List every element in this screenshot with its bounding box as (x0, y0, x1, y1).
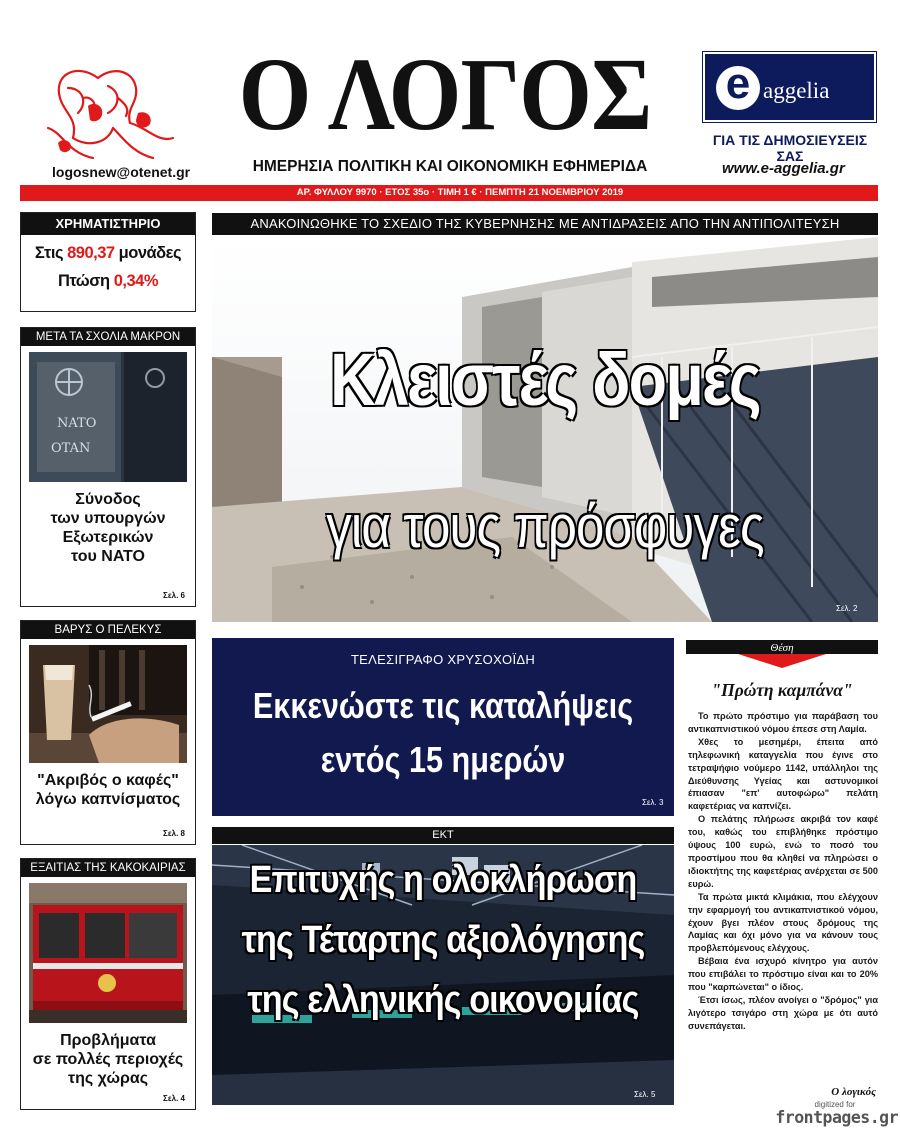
opinion-title: "Πρώτη καμπάνα" (711, 680, 853, 700)
coffee-smoking-photo (29, 645, 187, 763)
weather-caption (21, 1031, 195, 1088)
opinion-paragraph: Το πρώτο πρόστιμο για παράβαση του αντικαπνιστικού νόμου έπεσε στη Λαμία. (688, 711, 878, 734)
ecb-page-ref: Σελ. 5 (634, 1090, 656, 1099)
nato-story-box (20, 327, 196, 607)
nato-caption-line: Σύνοδος (75, 491, 141, 508)
ecb-headline-line: Επιτυχής η ολοκλήρωση (249, 859, 637, 901)
coffee-caption (21, 771, 195, 809)
nato-sign-text: NATO (57, 416, 97, 431)
coffee-caption-line: "Ακριβός ο καφές" (37, 772, 179, 789)
issue-info: ΑΡ. ΦΥΛΛΟΥ 9970 · ΕΤΟΣ 35ο · ΤΙΜΗ 1 € · ΠΕΜΠΤΗ 21 ΝΟΕΜΒΡΙΟΥ 2019 (296, 187, 624, 198)
nato-caption-line: των υπουργών (50, 510, 166, 527)
eaggelia-e-letter: e (725, 59, 751, 108)
stock-index-line (21, 244, 195, 263)
lead-kicker-band: ΑΝΑΚΟΙΝΩΘΗΚΕ ΤΟ ΣΧΕΔΙΟ ΤΗΣ ΚΥΒΕΡΝΗΣΗΣ ΜΕ ΑΝΤΙΔΡΑΣΕΙΣ ΑΠΟ ΤΗΝ ΑΝΤΙΠΟΛΙΤΕΥΣΗ (212, 213, 878, 235)
occupations-story-box (212, 638, 674, 816)
newspaper-subtitle: ΗΜΕΡΗΣΙΑ ΠΟΛΙΤΙΚΗ ΚΑΙ ΟΙΚΟΝΟΜΙΚΗ ΕΦΗΜΕΡΙΔΑ (252, 158, 648, 175)
lead-subheadline: για τους πρόσφυγες (326, 493, 764, 560)
coffee-page-ref: Σελ. 8 (163, 829, 185, 838)
coffee-story-box (20, 620, 196, 845)
eaggelia-wordmark: aggelia (763, 78, 830, 103)
stock-index-pre: Στις (34, 244, 68, 262)
weather-caption-line: της χώρας (67, 1070, 149, 1087)
nato-caption-line: του ΝΑΤΟ (71, 548, 145, 565)
weather-caption-line: Προβλήματα (60, 1032, 156, 1049)
weather-caption-line: σε πολλές περιοχές (32, 1051, 184, 1068)
occupations-kicker: ΤΕΛΕΣΙΓΡΑΦΟ ΧΡΥΣΟΧΟΪΔΗ (350, 652, 536, 667)
opinion-paragraph: Έτσι ίσως, πλέον ανοίγει ο "δρόμος" για λιγότερο τσιγάρο στη χώρα με ότι αυτό συνεπάγεται. (688, 994, 878, 1031)
fire-truck-photo (29, 883, 187, 1023)
stock-change-pre: Πτώση (57, 272, 114, 290)
newspaper-title: Ο ΛΟΓΟΣ (238, 37, 652, 152)
weather-page-ref: Σελ. 4 (163, 1094, 185, 1103)
ad-tagline: ΓΙΑ ΤΙΣ ΔΗΜΟΣΙΕΥΣΕΙΣ ΣΑΣ (712, 132, 868, 164)
ecb-headline-line: της ελληνικής οικονομίας (247, 979, 639, 1021)
occupations-headline-line: εντός 15 ημερών (320, 739, 566, 780)
nato-kicker: ΜΕΤΑ ΤΑ ΣΧΟΛΙΑ ΜΑΚΡΟΝ (21, 328, 195, 346)
stock-change-line (21, 272, 195, 291)
ad-url: www.e-aggelia.gr (722, 160, 845, 177)
nato-caption (21, 490, 195, 566)
frontpages-watermark: frontpages.gr (775, 1108, 898, 1127)
opinion-paragraph: Ο πελάτης πλήρωσε ακριβά τον καφέ του, καθώς του επιβλήθηκε πρόστιμο ύψους 100 ευρώ, ενώ το ποσό του προστίμου που θα κληθεί να πληρώσει ο ιδιοκτήτης της καφετέριας ανέρχεται σε 500 ευρώ. (688, 814, 878, 889)
issue-bar (20, 185, 878, 201)
lead-page-ref: Σελ. 2 (836, 604, 858, 613)
digitized-note: digitized for (814, 1100, 856, 1109)
otan-sign-text: OTAN (51, 441, 91, 456)
stock-market-box (20, 212, 196, 312)
occupations-headline-line: Εκκενώστε τις καταλήψεις (252, 685, 634, 726)
opinion-body (688, 710, 878, 1033)
opinion-label-banner (686, 640, 878, 668)
nato-page-ref: Σελ. 6 (163, 591, 185, 600)
nato-caption-line: Εξωτερικών (62, 529, 154, 546)
contact-email: logosnew@otenet.gr (52, 164, 191, 180)
refugee-camp-photo (212, 237, 878, 622)
newspaper-logo-figure (38, 58, 188, 168)
ecb-headline-line: της Τέταρτης αξιολόγησης (241, 919, 645, 961)
ecb-kicker-band: ΕΚΤ (212, 827, 674, 844)
opinion-paragraph: Χθες το μεσημέρι, έπειτα από τηλεφωνική καταγγελία που έγινε στο τετραψήφιο νούμερο 1142, υπάλληλοι της Διεύθυνσης Υγείας και αστυνομικοί έπιασαν "επ' αυτοφώρω" πελάτη καφετέριας να καπνίζει. (688, 736, 878, 812)
eaggelia-ad-logo (703, 52, 876, 122)
weather-kicker: ΕΞΑΙΤΙΑΣ ΤΗΣ ΚΑΚΟΚΑΙΡΙΑΣ (21, 859, 195, 877)
stock-heading: ΧΡΗΜΑΤΙΣΤΗΡΙΟ (21, 213, 195, 235)
coffee-caption-line: λόγω καπνίσματος (35, 791, 181, 808)
opinion-label: Θέση (770, 642, 794, 654)
nato-photo (29, 352, 187, 482)
coffee-kicker: ΒΑΡΥΣ Ο ΠΕΛΕΚΥΣ (21, 621, 195, 639)
opinion-paragraph: Τα πρώτα μικτά κλιμάκια, που ελέγχουν την εφαρμογή του αντικαπνιστικού νόμου, έχουν βγει πλέον στους δρόμους της Λαμίας και όχι μόνο για να κάνουν τους προβλεπόμενους ελέγχους. (688, 891, 878, 954)
stock-index-post: μονάδες (114, 244, 182, 262)
weather-story-box (20, 858, 196, 1110)
stock-change-value: 0,34% (113, 272, 158, 290)
opinion-signature: Ο λογικός (831, 1086, 876, 1098)
stock-index-value: 890,37 (67, 244, 115, 262)
occupations-page-ref: Σελ. 3 (642, 798, 664, 807)
opinion-paragraph: Βέβαια ένα ισχυρό κίνητρο για αυτόν που επιβάλει το πρόστιμο είναι και το 20% που "καρπώνεται" ο ίδιος. (688, 956, 878, 993)
lead-headline: Κλειστές δομές (330, 338, 760, 421)
